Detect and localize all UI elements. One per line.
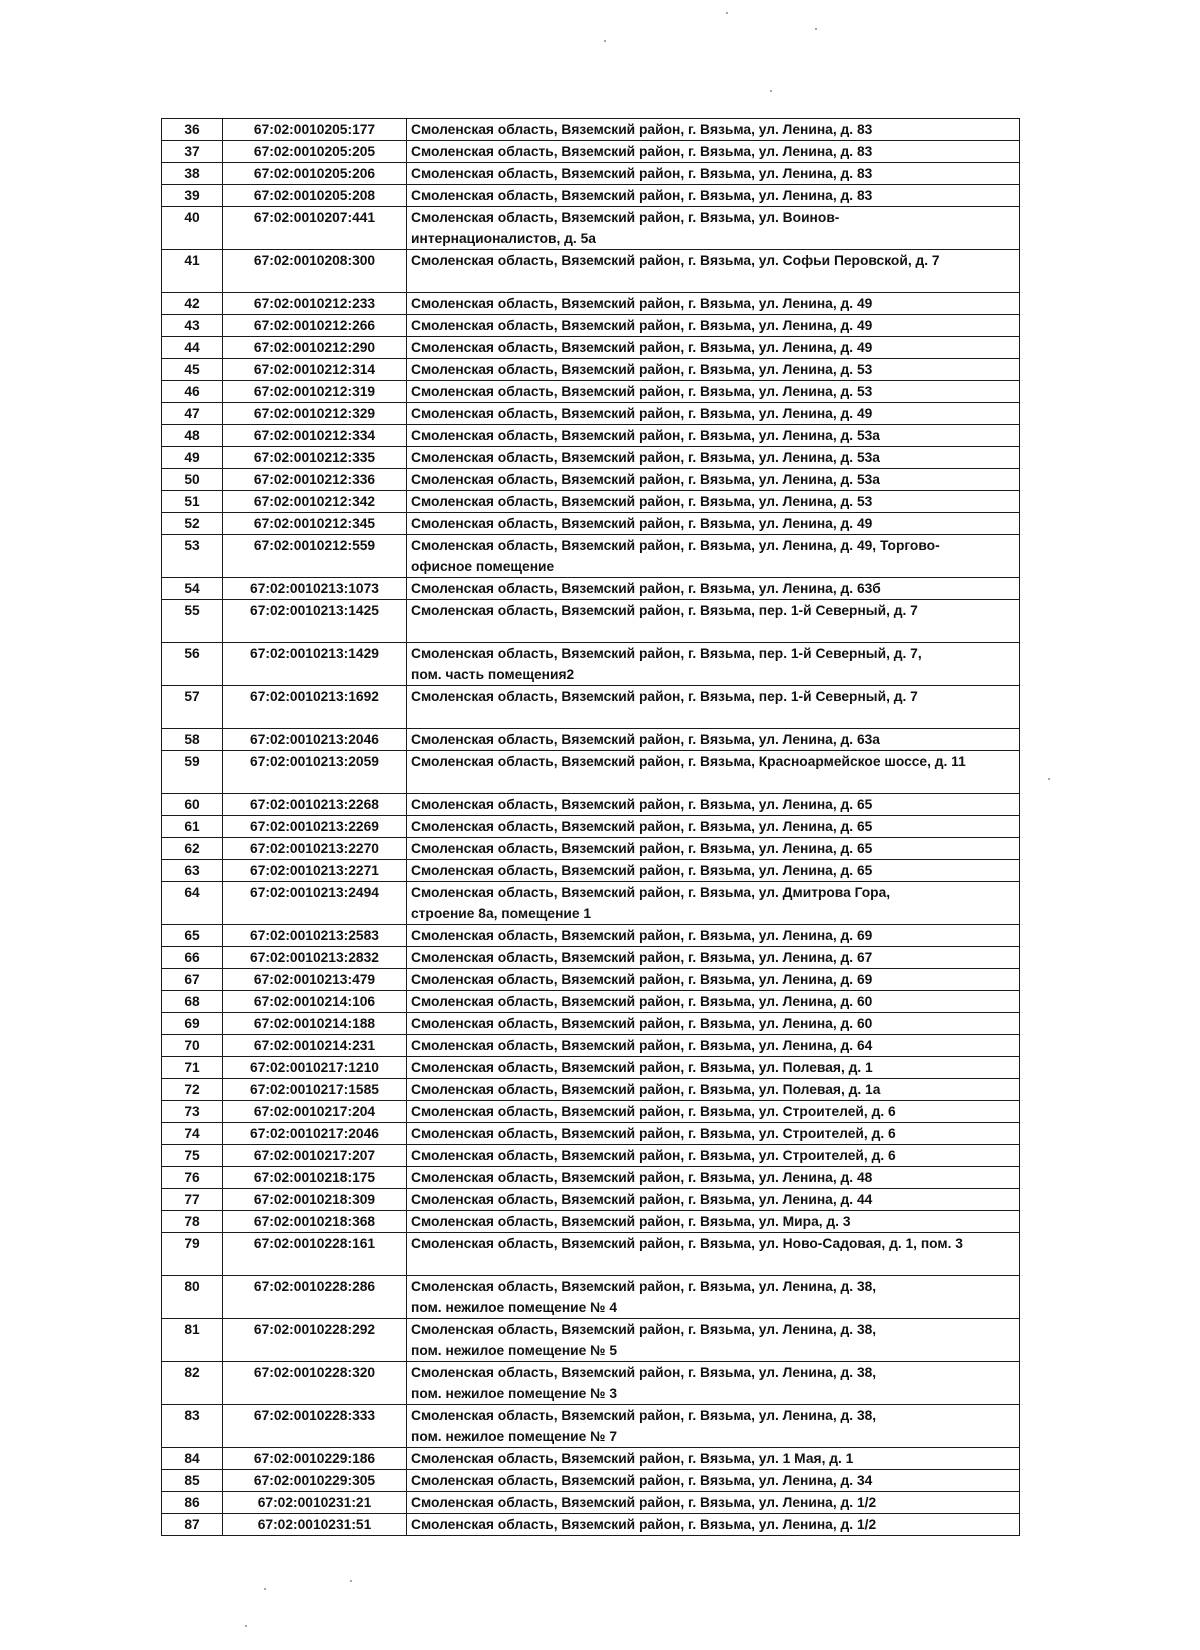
row-number: 79 [162, 1233, 223, 1276]
cadastral-number: 67:02:0010207:441 [223, 207, 407, 250]
property-address [407, 643, 1020, 686]
property-address [407, 447, 1020, 469]
table-row [162, 1276, 1020, 1319]
cadastral-number: 67:02:0010214:188 [223, 1013, 407, 1035]
address-line: Смоленская область, Вяземский район, г. Вязьма, ул. Ленина, д. 1/2 [411, 1517, 877, 1532]
cadastral-number: 67:02:0010229:186 [223, 1448, 407, 1470]
table-row [162, 925, 1020, 947]
address-line: Смоленская область, Вяземский район, г. Вязьма, ул. Строителей, д. 6 [411, 1148, 896, 1163]
row-number: 51 [162, 491, 223, 513]
cadastral-number: 67:02:0010213:2832 [223, 947, 407, 969]
address-line: Смоленская область, Вяземский район, г. Вязьма, ул. Ленина, д. 83 [411, 188, 873, 203]
property-address [407, 1057, 1020, 1079]
row-number: 57 [162, 686, 223, 729]
property-address [407, 1145, 1020, 1167]
table-row [162, 403, 1020, 425]
cadastral-number: 67:02:0010229:305 [223, 1470, 407, 1492]
cadastral-number: 67:02:0010212:266 [223, 315, 407, 337]
table-row [162, 578, 1020, 600]
cadastral-number: 67:02:0010228:161 [223, 1233, 407, 1276]
row-number: 54 [162, 578, 223, 600]
row-number: 86 [162, 1492, 223, 1514]
table-row [162, 882, 1020, 925]
cadastral-number: 67:02:0010214:106 [223, 991, 407, 1013]
table-row [162, 1211, 1020, 1233]
table-row [162, 969, 1020, 991]
address-line: Смоленская область, Вяземский район, г. Вязьма, ул. Ленина, д. 63а [411, 732, 880, 747]
row-number: 71 [162, 1057, 223, 1079]
address-line: Смоленская область, Вяземский район, г. Вязьма, ул. Ленина, д. 65 [411, 863, 873, 878]
address-line: Смоленская область, Вяземский район, г. Вязьма, ул. Ленина, д. 65 [411, 819, 873, 834]
row-number: 42 [162, 293, 223, 315]
row-number: 36 [162, 119, 223, 141]
row-number: 46 [162, 381, 223, 403]
row-number: 41 [162, 250, 223, 293]
address-line: Смоленская область, Вяземский район, г. Вязьма, пер. 1-й Северный, д. 7 [411, 689, 918, 704]
cadastral-number: 67:02:0010218:368 [223, 1211, 407, 1233]
address-line: пом. нежилое помещение № 7 [411, 1429, 618, 1444]
table-row [162, 1514, 1020, 1536]
row-number: 75 [162, 1145, 223, 1167]
cadastral-number: 67:02:0010231:21 [223, 1492, 407, 1514]
scan-speck [815, 28, 817, 30]
cadastral-number: 67:02:0010205:208 [223, 185, 407, 207]
address-line: Смоленская область, Вяземский район, г. Вязьма, ул. 1 Мая, д. 1 [411, 1451, 854, 1466]
cadastral-number: 67:02:0010212:233 [223, 293, 407, 315]
row-number: 65 [162, 925, 223, 947]
row-number: 67 [162, 969, 223, 991]
address-line [411, 621, 1015, 642]
cadastral-number: 67:02:0010213:2046 [223, 729, 407, 751]
address-line [411, 1254, 1015, 1275]
address-line: Смоленская область, Вяземский район, г. Вязьма, ул. Ленина, д. 44 [411, 1192, 873, 1207]
row-number: 70 [162, 1035, 223, 1057]
table-row [162, 447, 1020, 469]
row-number: 39 [162, 185, 223, 207]
address-line: Смоленская область, Вяземский район, г. Вязьма, ул. Воинов- [411, 210, 840, 225]
cadastral-number: 67:02:0010212:345 [223, 513, 407, 535]
cadastral-number: 67:02:0010213:2059 [223, 751, 407, 794]
row-number: 85 [162, 1470, 223, 1492]
table-row [162, 207, 1020, 250]
address-line: Смоленская область, Вяземский район, г. Вязьма, ул. Ленина, д. 65 [411, 797, 873, 812]
cadastral-number: 67:02:0010213:1073 [223, 578, 407, 600]
address-line [411, 271, 1015, 292]
address-line: Смоленская область, Вяземский район, г. Вязьма, ул. Ленина, д. 49 [411, 406, 873, 421]
table-row [162, 1319, 1020, 1362]
property-address [407, 1101, 1020, 1123]
address-line: Смоленская область, Вяземский район, г. Вязьма, пер. 1-й Северный, д. 7 [411, 603, 918, 618]
property-address [407, 513, 1020, 535]
cadastral-number: 67:02:0010218:175 [223, 1167, 407, 1189]
table-row [162, 315, 1020, 337]
property-address [407, 1492, 1020, 1514]
row-number: 74 [162, 1123, 223, 1145]
address-line [411, 772, 1015, 793]
address-line: Смоленская область, Вяземский район, г. Вязьма, ул. Ленина, д. 53 [411, 494, 873, 509]
address-line: Смоленская область, Вяземский район, г. Вязьма, ул. Ленина, д. 53а [411, 450, 880, 465]
row-number: 47 [162, 403, 223, 425]
cadastral-number: 67:02:0010205:177 [223, 119, 407, 141]
row-number: 82 [162, 1362, 223, 1405]
row-number: 37 [162, 141, 223, 163]
cadastral-number: 67:02:0010228:333 [223, 1405, 407, 1448]
table-row [162, 1189, 1020, 1211]
property-address [407, 185, 1020, 207]
property-address [407, 315, 1020, 337]
row-number: 52 [162, 513, 223, 535]
row-number: 59 [162, 751, 223, 794]
row-number: 50 [162, 469, 223, 491]
table-row [162, 1448, 1020, 1470]
address-line [411, 707, 1015, 728]
property-address [407, 1233, 1020, 1276]
address-line: Смоленская область, Вяземский район, г. Вязьма, ул. Ленина, д. 83 [411, 122, 873, 137]
cadastral-number: 67:02:0010212:319 [223, 381, 407, 403]
address-line: Смоленская область, Вяземский район, г. Вязьма, ул. Ленина, д. 69 [411, 928, 873, 943]
property-address [407, 491, 1020, 513]
table-row [162, 1079, 1020, 1101]
row-number: 76 [162, 1167, 223, 1189]
property-address [407, 991, 1020, 1013]
address-line: Смоленская область, Вяземский район, г. Вязьма, ул. Ленина, д. 49 [411, 296, 873, 311]
address-line: Смоленская область, Вяземский район, г. Вязьма, ул. Ленина, д. 38, [411, 1279, 877, 1294]
row-number: 69 [162, 1013, 223, 1035]
cadastral-number: 67:02:0010217:2046 [223, 1123, 407, 1145]
cadastral-number: 67:02:0010212:342 [223, 491, 407, 513]
property-address [407, 578, 1020, 600]
scan-speck [726, 12, 728, 14]
address-line: Смоленская область, Вяземский район, г. Вязьма, ул. Ленина, д. 49 [411, 318, 873, 333]
row-number: 43 [162, 315, 223, 337]
address-line: строение 8а, помещение 1 [411, 906, 592, 921]
row-number: 44 [162, 337, 223, 359]
table-row [162, 1167, 1020, 1189]
property-address [407, 293, 1020, 315]
cadastral-number: 67:02:0010213:2271 [223, 860, 407, 882]
row-number: 60 [162, 794, 223, 816]
address-line: Смоленская область, Вяземский район, г. Вязьма, ул. Ленина, д. 53 [411, 384, 873, 399]
property-address [407, 1013, 1020, 1035]
row-number: 55 [162, 600, 223, 643]
cadastral-number: 67:02:0010213:1425 [223, 600, 407, 643]
table-row [162, 860, 1020, 882]
address-line: Смоленская область, Вяземский район, г. Вязьма, ул. Мира, д. 3 [411, 1214, 851, 1229]
property-address [407, 751, 1020, 794]
property-address [407, 816, 1020, 838]
address-line: Смоленская область, Вяземский район, г. Вязьма, ул. Дмитрова Гора, [411, 885, 891, 900]
address-line: Смоленская область, Вяземский район, г. Вязьма, ул. Ленина, д. 38, [411, 1322, 877, 1337]
table-row [162, 1405, 1020, 1448]
address-line: Смоленская область, Вяземский район, г. Вязьма, ул. Ленина, д. 83 [411, 144, 873, 159]
table-row [162, 729, 1020, 751]
property-address [407, 947, 1020, 969]
table-row [162, 991, 1020, 1013]
property-address [407, 337, 1020, 359]
address-line: Смоленская область, Вяземский район, г. Вязьма, пер. 1-й Северный, д. 7, [411, 646, 922, 661]
cadastral-number: 67:02:0010212:329 [223, 403, 407, 425]
property-address [407, 1189, 1020, 1211]
address-line: Смоленская область, Вяземский район, г. Вязьма, ул. Ленина, д. 65 [411, 841, 873, 856]
table-row [162, 947, 1020, 969]
address-line: Смоленская область, Вяземский район, г. Вязьма, ул. Ленина, д. 48 [411, 1170, 873, 1185]
table-row [162, 838, 1020, 860]
cadastral-number: 67:02:0010213:2583 [223, 925, 407, 947]
table-row [162, 751, 1020, 794]
property-address [407, 163, 1020, 185]
property-address [407, 860, 1020, 882]
address-line: Смоленская область, Вяземский район, г. Вязьма, ул. Ленина, д. 60 [411, 1016, 873, 1031]
row-number: 68 [162, 991, 223, 1013]
address-line: Смоленская область, Вяземский район, г. Вязьма, ул. Ленина, д. 49 [411, 516, 873, 531]
row-number: 63 [162, 860, 223, 882]
address-line: Смоленская область, Вяземский район, г. Вязьма, ул. Полевая, д. 1 [411, 1060, 873, 1075]
table-row [162, 513, 1020, 535]
property-address [407, 535, 1020, 578]
property-address [407, 1319, 1020, 1362]
scan-speck [1048, 778, 1050, 780]
address-line: пом. нежилое помещение № 4 [411, 1300, 618, 1315]
address-line: Смоленская область, Вяземский район, г. Вязьма, ул. Ленина, д. 83 [411, 166, 873, 181]
table-row [162, 535, 1020, 578]
cadastral-number: 67:02:0010212:336 [223, 469, 407, 491]
row-number: 72 [162, 1079, 223, 1101]
row-number: 38 [162, 163, 223, 185]
cadastral-number: 67:02:0010212:314 [223, 359, 407, 381]
property-address [407, 1035, 1020, 1057]
address-line: Смоленская область, Вяземский район, г. Вязьма, ул. Софьи Перовской, д. 7 [411, 253, 940, 268]
property-address [407, 359, 1020, 381]
property-address [407, 925, 1020, 947]
cadastral-number: 67:02:0010213:479 [223, 969, 407, 991]
cadastral-number: 67:02:0010212:290 [223, 337, 407, 359]
cadastral-number: 67:02:0010217:207 [223, 1145, 407, 1167]
address-line: Смоленская область, Вяземский район, г. Вязьма, ул. Ленина, д. 49, Торгово- [411, 538, 940, 553]
scan-speck [264, 1588, 266, 1590]
row-number: 58 [162, 729, 223, 751]
property-address [407, 1448, 1020, 1470]
table-row [162, 1362, 1020, 1405]
row-number: 61 [162, 816, 223, 838]
row-number: 78 [162, 1211, 223, 1233]
property-address [407, 969, 1020, 991]
table-row [162, 381, 1020, 403]
address-line: Смоленская область, Вяземский район, г. Вязьма, Красноармейское шоссе, д. 11 [411, 754, 966, 769]
table-row [162, 469, 1020, 491]
property-address [407, 403, 1020, 425]
cadastral-number: 67:02:0010228:292 [223, 1319, 407, 1362]
table-row [162, 1492, 1020, 1514]
scan-speck [770, 90, 772, 92]
property-address [407, 1123, 1020, 1145]
address-line: Смоленская область, Вяземский район, г. Вязьма, ул. Строителей, д. 6 [411, 1104, 896, 1119]
table-row [162, 425, 1020, 447]
property-address [407, 838, 1020, 860]
address-line: пом. часть помещения2 [411, 667, 575, 682]
property-address [407, 119, 1020, 141]
property-address [407, 1405, 1020, 1448]
cadastral-number: 67:02:0010231:51 [223, 1514, 407, 1536]
address-line: Смоленская область, Вяземский район, г. Вязьма, ул. Ленина, д. 64 [411, 1038, 873, 1053]
property-address [407, 1362, 1020, 1405]
table-row [162, 491, 1020, 513]
cadastral-number: 67:02:0010217:1585 [223, 1079, 407, 1101]
row-number: 64 [162, 882, 223, 925]
address-line: Смоленская область, Вяземский район, г. Вязьма, ул. Строителей, д. 6 [411, 1126, 896, 1141]
table-row [162, 1145, 1020, 1167]
row-number: 87 [162, 1514, 223, 1536]
row-number: 49 [162, 447, 223, 469]
property-address [407, 250, 1020, 293]
cadastral-number: 67:02:0010208:300 [223, 250, 407, 293]
table-row [162, 816, 1020, 838]
cadastral-number: 67:02:0010228:286 [223, 1276, 407, 1319]
address-line: Смоленская область, Вяземский район, г. Вязьма, ул. Полевая, д. 1а [411, 1082, 881, 1097]
cadastral-number: 67:02:0010205:206 [223, 163, 407, 185]
property-address [407, 882, 1020, 925]
property-address [407, 381, 1020, 403]
address-line: Смоленская область, Вяземский район, г. Вязьма, ул. Ленина, д. 1/2 [411, 1495, 877, 1510]
row-number: 73 [162, 1101, 223, 1123]
cadastral-number: 67:02:0010212:559 [223, 535, 407, 578]
row-number: 84 [162, 1448, 223, 1470]
row-number: 66 [162, 947, 223, 969]
property-address [407, 1276, 1020, 1319]
table-row [162, 1233, 1020, 1276]
property-address [407, 1167, 1020, 1189]
table-row [162, 643, 1020, 686]
table-row [162, 1057, 1020, 1079]
cadastral-number: 67:02:0010217:204 [223, 1101, 407, 1123]
table-row [162, 1470, 1020, 1492]
cadastral-number: 67:02:0010212:334 [223, 425, 407, 447]
address-line: Смоленская область, Вяземский район, г. Вязьма, ул. Ленина, д. 38, [411, 1365, 877, 1380]
cadastral-number: 67:02:0010228:320 [223, 1362, 407, 1405]
registry-body [162, 119, 1020, 1536]
table-row [162, 1035, 1020, 1057]
address-line: офисное помещение [411, 559, 555, 574]
property-registry-table [161, 118, 1020, 1536]
address-line: Смоленская область, Вяземский район, г. Вязьма, ул. Ленина, д. 67 [411, 950, 873, 965]
cadastral-number: 67:02:0010214:231 [223, 1035, 407, 1057]
cadastral-number: 67:02:0010213:2268 [223, 794, 407, 816]
row-number: 56 [162, 643, 223, 686]
table-row [162, 1013, 1020, 1035]
cadastral-number: 67:02:0010218:309 [223, 1189, 407, 1211]
row-number: 62 [162, 838, 223, 860]
property-address [407, 1079, 1020, 1101]
property-address [407, 207, 1020, 250]
property-address [407, 425, 1020, 447]
address-line: Смоленская область, Вяземский район, г. Вязьма, ул. Ново-Садовая, д. 1, пом. 3 [411, 1236, 963, 1251]
address-line: Смоленская область, Вяземский район, г. Вязьма, ул. Ленина, д. 49 [411, 340, 873, 355]
table-row [162, 359, 1020, 381]
cadastral-number: 67:02:0010213:2494 [223, 882, 407, 925]
scan-speck [245, 1625, 247, 1627]
row-number: 53 [162, 535, 223, 578]
row-number: 80 [162, 1276, 223, 1319]
row-number: 45 [162, 359, 223, 381]
row-number: 48 [162, 425, 223, 447]
address-line: Смоленская область, Вяземский район, г. Вязьма, ул. Ленина, д. 38, [411, 1408, 877, 1423]
cadastral-number: 67:02:0010212:335 [223, 447, 407, 469]
table-row [162, 185, 1020, 207]
property-address [407, 141, 1020, 163]
address-line: интернационалистов, д. 5а [411, 231, 596, 246]
cadastral-number: 67:02:0010213:2270 [223, 838, 407, 860]
cadastral-number: 67:02:0010213:1429 [223, 643, 407, 686]
address-line: Смоленская область, Вяземский район, г. Вязьма, ул. Ленина, д. 53а [411, 428, 880, 443]
address-line: пом. нежилое помещение № 3 [411, 1386, 618, 1401]
property-address [407, 686, 1020, 729]
row-number: 77 [162, 1189, 223, 1211]
address-line: Смоленская область, Вяземский район, г. Вязьма, ул. Ленина, д. 53 [411, 362, 873, 377]
address-line: пом. нежилое помещение № 5 [411, 1343, 618, 1358]
table-row [162, 163, 1020, 185]
address-line: Смоленская область, Вяземский район, г. Вязьма, ул. Ленина, д. 60 [411, 994, 873, 1009]
address-line: Смоленская область, Вяземский район, г. Вязьма, ул. Ленина, д. 53а [411, 472, 880, 487]
property-address [407, 729, 1020, 751]
scan-speck [604, 40, 606, 42]
cadastral-number: 67:02:0010205:205 [223, 141, 407, 163]
property-address [407, 1211, 1020, 1233]
cadastral-number: 67:02:0010217:1210 [223, 1057, 407, 1079]
table-row [162, 600, 1020, 643]
scan-speck [350, 1580, 352, 1582]
property-address [407, 600, 1020, 643]
table-row [162, 250, 1020, 293]
property-address [407, 1514, 1020, 1536]
cadastral-number: 67:02:0010213:2269 [223, 816, 407, 838]
table-row [162, 293, 1020, 315]
property-address [407, 469, 1020, 491]
address-line: Смоленская область, Вяземский район, г. Вязьма, ул. Ленина, д. 69 [411, 972, 873, 987]
address-line: Смоленская область, Вяземский район, г. Вязьма, ул. Ленина, д. 63б [411, 581, 881, 596]
table-row [162, 1101, 1020, 1123]
row-number: 81 [162, 1319, 223, 1362]
address-line: Смоленская область, Вяземский район, г. Вязьма, ул. Ленина, д. 34 [411, 1473, 873, 1488]
property-address [407, 1470, 1020, 1492]
cadastral-number: 67:02:0010213:1692 [223, 686, 407, 729]
row-number: 83 [162, 1405, 223, 1448]
table-row [162, 686, 1020, 729]
table-row [162, 337, 1020, 359]
table-row [162, 119, 1020, 141]
row-number: 40 [162, 207, 223, 250]
table-row [162, 794, 1020, 816]
table-row [162, 141, 1020, 163]
table-row [162, 1123, 1020, 1145]
property-address [407, 794, 1020, 816]
